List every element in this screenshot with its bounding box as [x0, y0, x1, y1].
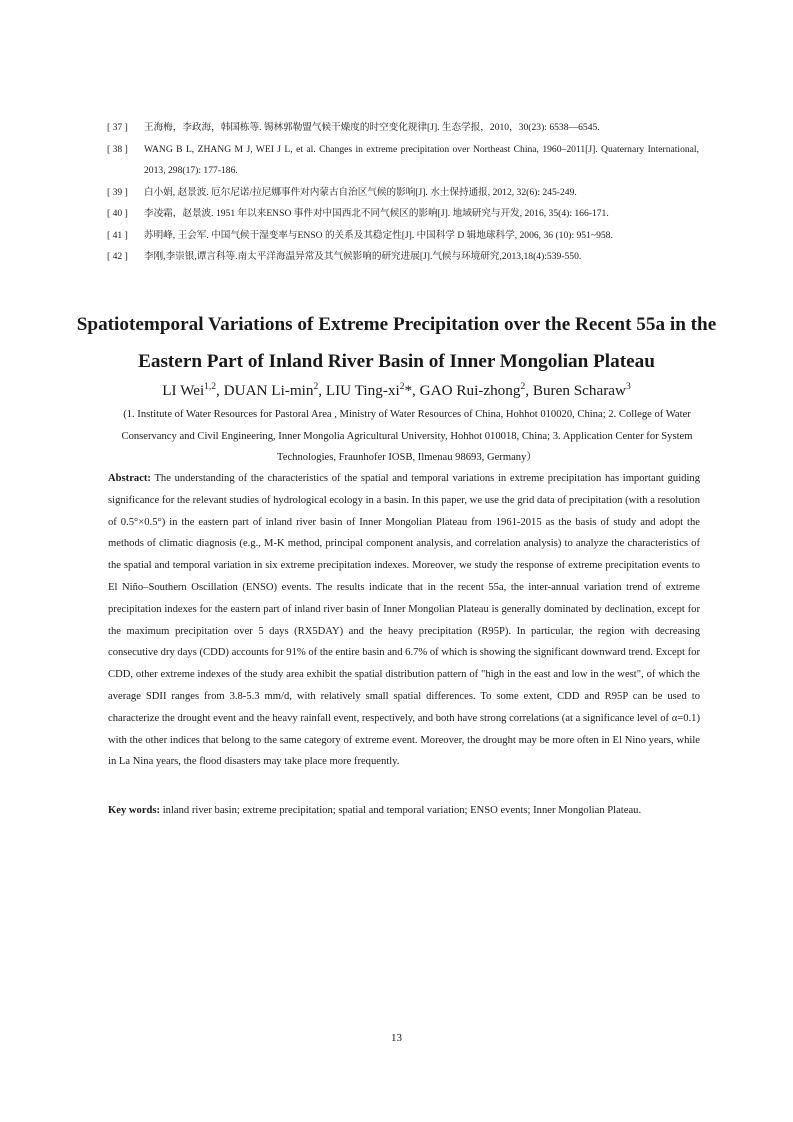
reference-text: WANG B L, ZHANG M J, WEI J L, et al. Changes in extreme precipitation over Northeast China, 1960–2011[J]. Quaternary International, 2013, 298(17): 177-186. [144, 143, 699, 176]
author-name: GAO Rui-zhong [419, 382, 521, 399]
reference-item [107, 139, 699, 182]
reference-number: [ 39 ] [107, 186, 128, 198]
reference-text: 苏明峰, 王会军. 中国气候干湿变率与ENSO 的关系及其稳定性[J]. 中国科学 D 辑地球科学, 2006, 36 (10): 951~958. [144, 229, 613, 241]
reference-text: 白小娟, 赵景波. 厄尔尼诺/拉尼娜事件对内蒙古自治区气候的影响[J]. 水土保持通报, 2012, 32(6): 245-249. [144, 186, 577, 198]
reference-item [107, 246, 699, 268]
reference-number: [ 42 ] [107, 251, 128, 262]
reference-text: 李刚,李崇银,谭言科等.南太平洋海温异常及其气候影响的研究进展[J].气候与环境研究,2013,18(4):539-550. [144, 251, 582, 262]
abstract [108, 468, 700, 773]
reference-item [107, 225, 699, 247]
reference-list [107, 117, 699, 268]
keywords [108, 800, 700, 822]
affiliation-marker: 2 [520, 382, 526, 392]
reference-item [107, 117, 699, 139]
abstract-label: Abstract: [108, 473, 151, 484]
reference-number: [ 38 ] [107, 143, 128, 155]
affiliation-marker: 1,2 [204, 382, 217, 392]
reference-item [107, 182, 699, 204]
reference-item [107, 203, 699, 225]
keywords-text: inland river basin; extreme precipitation; spatial and temporal variation; ENSO events; Inner Mongolian Plateau. [160, 805, 642, 816]
author-name: DUAN Li-min [223, 382, 314, 399]
author-name: LIU Ting-xi [325, 382, 400, 399]
reference-number: [ 40 ] [107, 208, 128, 219]
author-separator: , [318, 382, 326, 399]
reference-text: 李凌霜，赵景波. 1951 年以来ENSO 事件对中国西北不同气候区的影响[J]. 地域研究与开发, 2016, 35(4): 166-171. [144, 208, 609, 219]
author-name: Buren Scharaw [532, 382, 627, 399]
author-separator: , [412, 382, 420, 399]
reference-number: [ 41 ] [107, 229, 128, 241]
author-name: LI Wei [162, 382, 205, 399]
corresponding-author-mark: * [404, 382, 413, 399]
page-number: 13 [391, 1032, 402, 1044]
affiliation-marker: 2 [399, 382, 405, 392]
reference-number: [ 37 ] [107, 122, 128, 133]
affiliation-marker: 2 [313, 382, 319, 392]
author-list [60, 380, 733, 402]
paper-title: Spatiotemporal Variations of Extreme Precipitation over the Recent 55a in the Eastern Part of Inland River Basin of Inner Mongolian Plateau [76, 314, 717, 372]
affiliations: (1. Institute of Water Resources for Pastoral Area , Ministry of Water Resources of China, Hohhot 010020, China; 2. College of Water Conservancy and Civil Engineering, Inner Mongolia Agricultural University, Hohhot 010018, China; 3. Application Center for System Technologies, Fraunhofer IOSB, Ilmenau 98693, Germany） [121, 409, 693, 464]
author-separator: , [525, 382, 533, 399]
author-separator: , [216, 382, 224, 399]
keywords-label: Key words: [108, 805, 161, 816]
abstract-text: The understanding of the characteristics of the spatial and temporal variations in extreme precipitation has important guiding significance for the relevant studies of hydrological ecology in a basin. In this paper, we use the grid data of precipitation (with a resolution of 0.5°×0.5°) in the eastern part of inland river basin of Inner Mongolian Plateau from 1961-2015 as the basis of study and adopt the methods of climatic diagnosis (e.g., M-K method, principal component analysis, and correlation analysis) to analyze the characteristics of the spatial and temporal variation in six extreme precipitation indexes. Moreover, we study the response of extreme precipitation events to El Niño–Southern Oscillation (ENSO) events. The results indicate that in the recent 55a, the inter-annual variation trend of extreme precipitation indexes for the eastern part of inland river basin of Inner Mongolian Plateau is generally dominated by declination, except for the maximum precipitation over 5 days (RX5DAY) and the heavy precipitation (R95P). In particular, the region with decreasing consecutive dry days (CDD) accounts for 91% of the entire basin and 6.7% of which is showing the significant downward trend. Except for CDD, other extreme indexes of the study area exhibit the spatial distribution pattern of "high in the east and low in the west", of which the average SDII ranges from 3.8-5.3 mm/d, with relatively small spatial differences. To some extent, CDD and R95P can be used to characterize the drought event and the heavy rainfall event, respectively, and both have strong correlations (at a significance level of α=0.1) with the other indices that belong to the same category of extreme event. Moreover, the drought may be more often in El Nino years, while in La Nina years, the flood disasters may take place more frequently. [108, 473, 700, 768]
affiliation-marker: 3 [626, 382, 631, 392]
reference-text: 王海梅，李政海，韩国栋等. 锡林郭勒盟气候干燥度的时空变化规律[J]. 生态学报，2010，30(23): 6538—6545. [144, 122, 600, 133]
